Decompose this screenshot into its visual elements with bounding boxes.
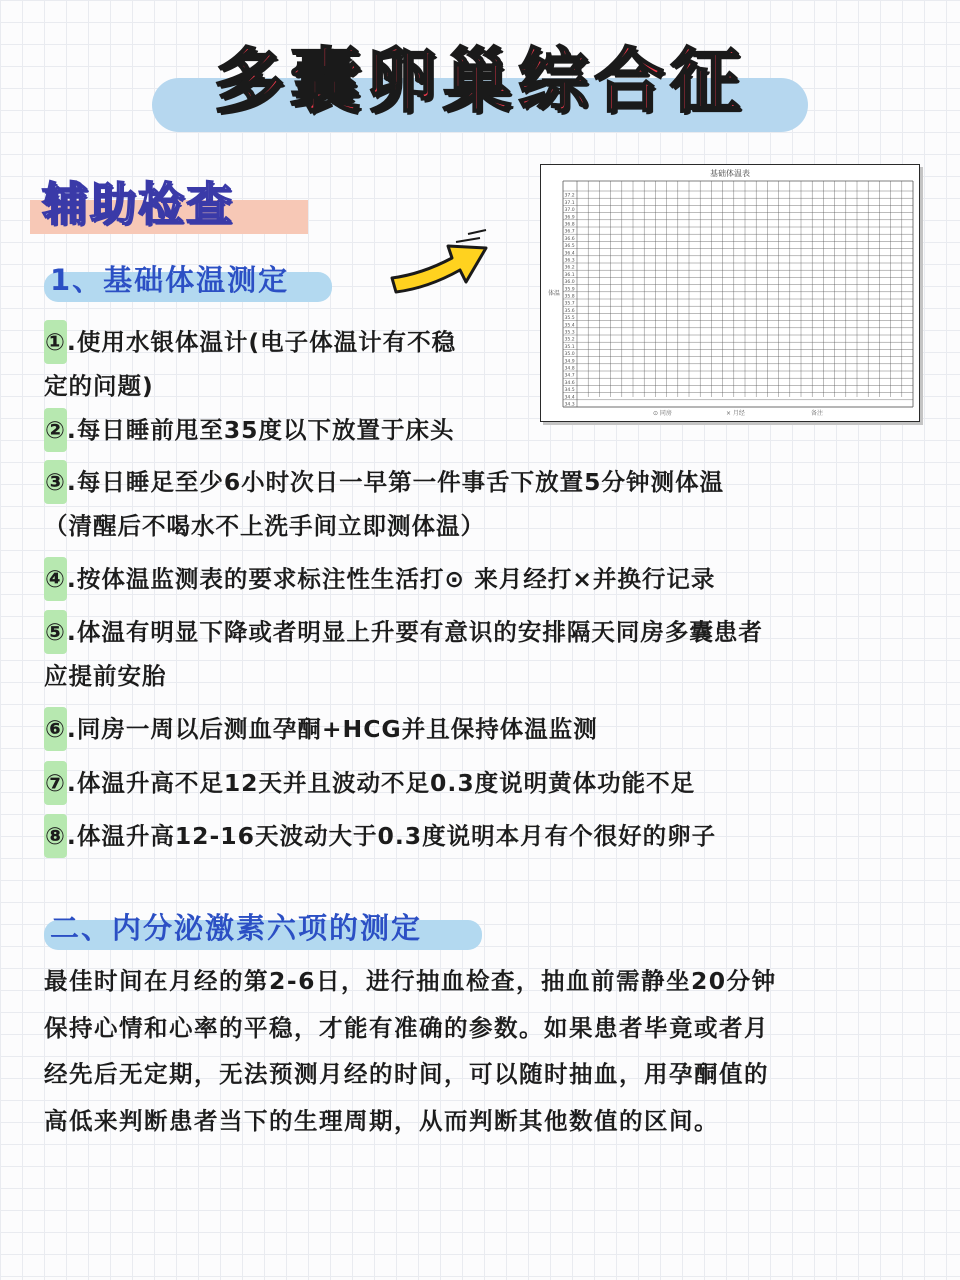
temperature-tick-label: 34.8: [564, 366, 575, 372]
item-text: .每日睡前甩至35度以下放置于床头: [66, 416, 455, 444]
temperature-tick-label: 36.5: [564, 244, 575, 250]
temperature-labels: [565, 193, 575, 408]
title-banner: [0, 30, 960, 140]
temperature-tick-label: 35.1: [564, 344, 575, 350]
temperature-tick-label: 36.0: [564, 280, 575, 286]
item-text: 定的问题): [44, 372, 154, 400]
basal-temperature-chart-image: [540, 164, 920, 422]
temperature-tick-label: 35.6: [564, 308, 575, 314]
paragraph-line: 高低来判断患者当下的生理周期，从而判断其他数值的区间。: [44, 1106, 719, 1135]
temperature-tick-label: 34.3: [564, 402, 575, 408]
temperature-tick-label: 36.8: [564, 222, 575, 228]
temperature-tick-label: 35.0: [564, 352, 575, 358]
chart-side-label: 体温: [548, 290, 561, 297]
temperature-tick-label: 35.7: [564, 301, 575, 307]
temperature-tick-label: 37.0: [564, 208, 575, 214]
temperature-tick-label: 35.4: [564, 323, 575, 329]
temperature-tick-label: 34.4: [564, 395, 575, 401]
list-item: [44, 320, 456, 364]
temperature-tick-label: 34.9: [564, 359, 575, 365]
temperature-tick-label: 35.5: [564, 316, 575, 322]
grid-lines: [563, 181, 913, 407]
item-number: ⑧: [44, 814, 67, 858]
list-item: [44, 814, 716, 858]
section2-paragraph: [44, 958, 924, 1144]
temperature-tick-label: 37.2: [564, 193, 575, 199]
list-item-continued: [44, 364, 154, 408]
item-text: .使用水银体温计(电子体温计有不稳: [66, 328, 457, 356]
footer-label: ⊙ 同房: [653, 410, 672, 417]
item-number: ③: [44, 460, 67, 504]
item-number: ⑦: [44, 761, 67, 805]
list-item: [44, 761, 695, 805]
item-number: ⑥: [44, 707, 67, 751]
section-tag: [28, 170, 288, 240]
list-item: [44, 557, 715, 601]
temperature-tick-label: 34.7: [564, 373, 575, 379]
list-item-continued: [44, 654, 167, 698]
section1-heading-text: 1、基础体温测定: [50, 263, 290, 297]
item-text: 应提前安胎: [44, 662, 167, 690]
temperature-tick-label: 35.3: [564, 330, 575, 336]
section2-heading: [44, 908, 422, 948]
item-text: .同房一周以后测血孕酮+HCG并且保持体温监测: [66, 715, 598, 743]
temperature-tick-label: 37.1: [564, 200, 575, 206]
temperature-tick-label: 36.9: [564, 215, 575, 221]
item-number: ①: [44, 320, 67, 364]
item-number: ⑤: [44, 610, 67, 654]
paragraph-line: 经先后无定期，无法预测月经的时间，可以随时抽血，用孕酮值的: [44, 1060, 769, 1088]
temperature-tick-label: 36.7: [564, 229, 575, 235]
paragraph-line: 保持心情和心率的平稳，才能有准确的参数。如果患者毕竟或者月: [44, 1013, 769, 1042]
temperature-tick-label: 34.5: [564, 388, 575, 394]
section1-heading: [44, 260, 289, 300]
temperature-tick-label: 35.8: [564, 294, 575, 300]
section-tag-label: 辅助检查: [42, 177, 234, 231]
item-text: （清醒后不喝水不上洗手间立即测体温）: [44, 512, 485, 540]
item-number: ②: [44, 408, 67, 452]
item-number: ④: [44, 557, 67, 601]
section2-heading-text: 二、内分泌激素六项的测定: [50, 911, 423, 945]
arrow-right-icon: [382, 226, 494, 296]
item-text: .体温升高不足12天并且波动不足0.3度说明黄体功能不足: [66, 769, 696, 797]
bbt-grid: [541, 165, 919, 421]
temperature-tick-label: 36.1: [564, 272, 575, 278]
temperature-tick-label: 34.6: [564, 380, 575, 386]
item-text: .体温升高12-16天波动大于0.3度说明本月有个很好的卵子: [66, 822, 717, 850]
list-item: [44, 408, 455, 452]
item-text: .按体温监测表的要求标注性生活打⊙ 来月经打×并换行记录: [66, 565, 716, 593]
paragraph-line: 最佳时间在月经的第2-6日，进行抽血检查，抽血前需静坐20分钟: [44, 967, 777, 995]
list-item: [44, 610, 763, 654]
chart-caption: 基础体温表: [710, 169, 750, 178]
temperature-tick-label: 36.2: [564, 265, 575, 271]
footer-label: × 月经: [726, 410, 745, 417]
temperature-tick-label: 36.6: [564, 236, 575, 242]
item-text: .体温有明显下降或者明显上升要有意识的安排隔天同房多囊患者: [66, 618, 763, 646]
list-item: [44, 460, 724, 504]
list-item-continued: [44, 504, 485, 548]
temperature-tick-label: 36.4: [564, 251, 575, 257]
footer-label: 备注: [811, 410, 824, 417]
temperature-tick-label: 35.2: [564, 337, 575, 343]
list-item: [44, 707, 598, 751]
item-text: .每日睡足至少6小时次日一早第一件事舌下放置5分钟测体温: [66, 468, 725, 496]
page-title: 多囊卵巢综合征: [214, 40, 746, 122]
temperature-tick-label: 35.9: [564, 287, 575, 293]
temperature-tick-label: 36.3: [564, 258, 575, 264]
